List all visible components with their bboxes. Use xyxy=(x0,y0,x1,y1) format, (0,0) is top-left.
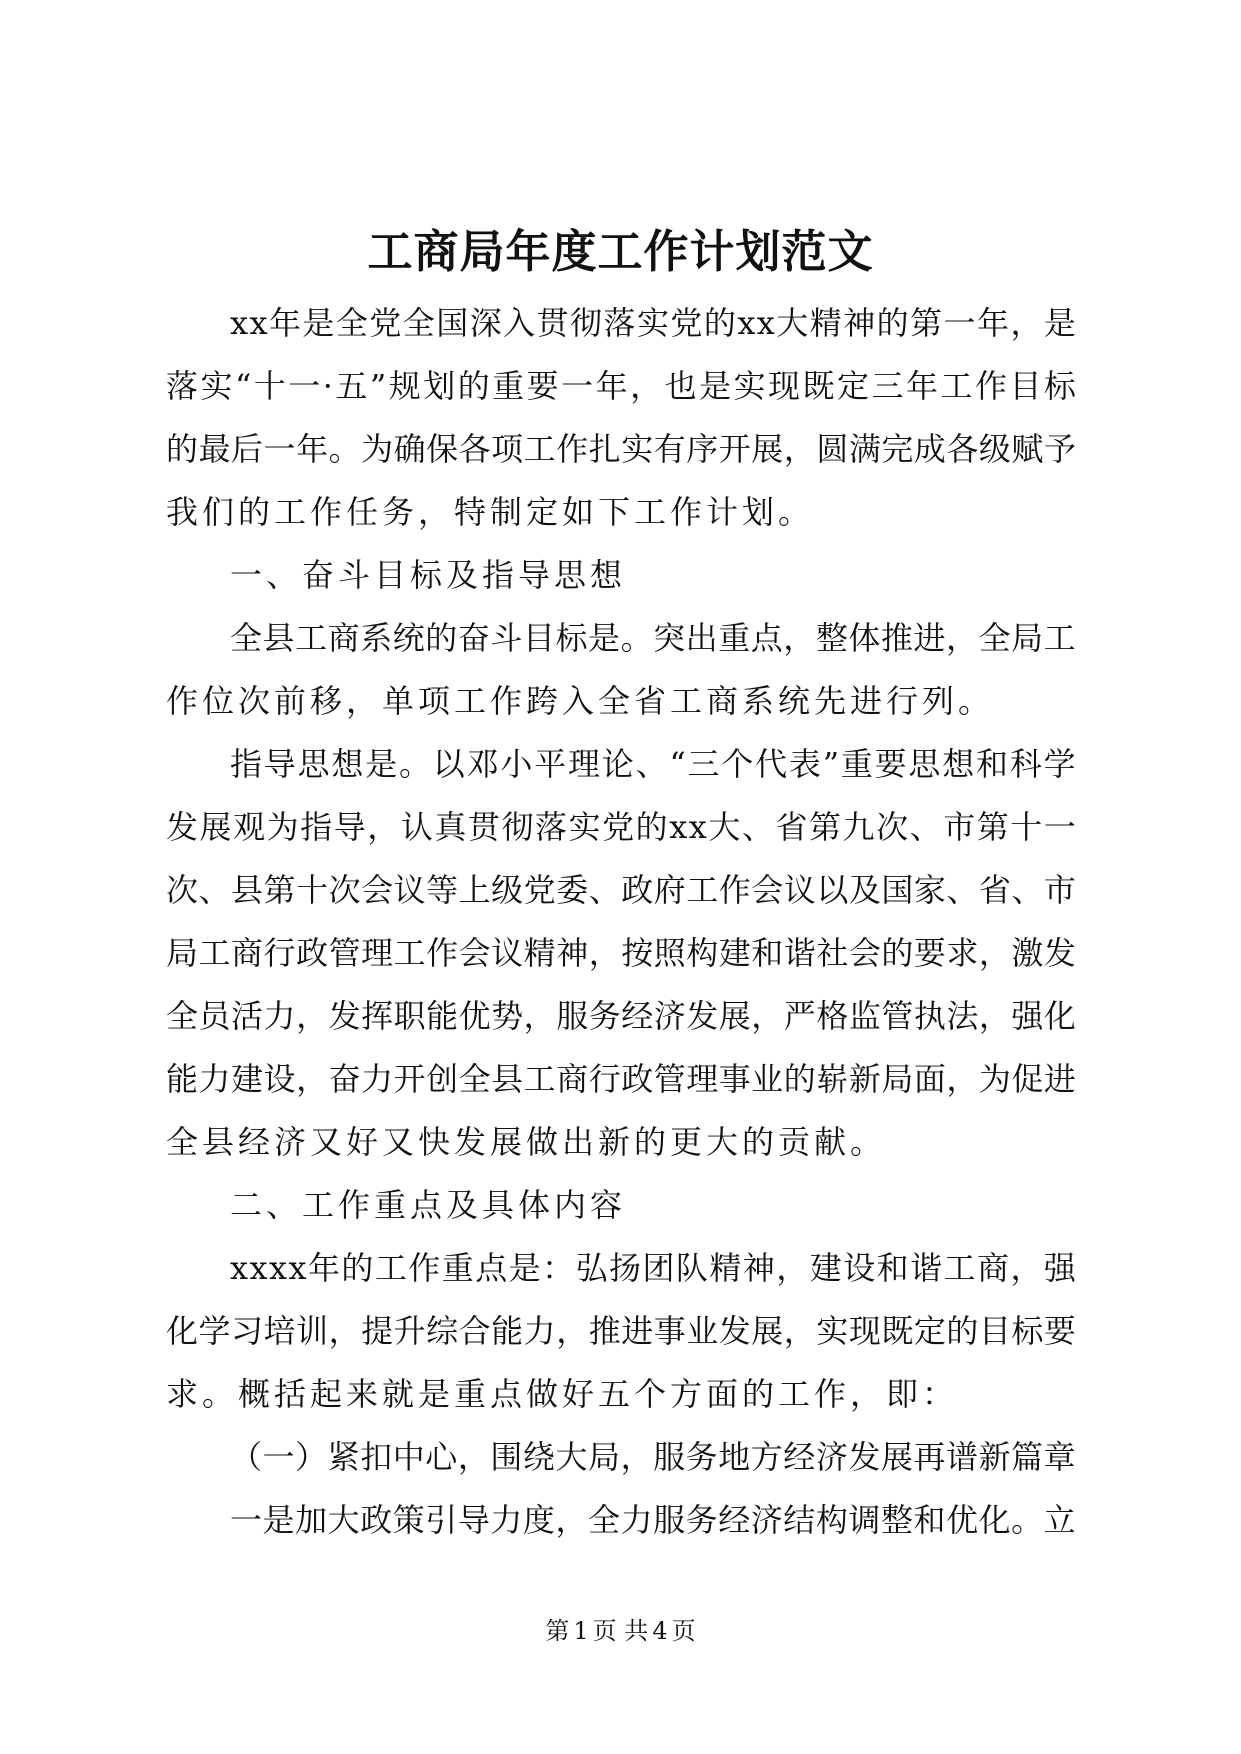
text-line: 一、奋斗目标及指导思想 xyxy=(230,556,627,594)
document-body xyxy=(166,292,1076,1552)
text-line: x x 年 是 全 党 全 国 深 入 贯 彻 落 实 党 的 x x 大 精 神 的 第 一 年 ， 是 xyxy=(230,304,1076,342)
text-line: 全县经济又好又快发展做出新的更大的贡献。 xyxy=(166,1123,887,1161)
text-line: 我们的工作任务，特制定如下工作计划。 xyxy=(166,493,815,531)
document-title: 工商局年度工作计划范文 xyxy=(367,225,874,278)
footer-prefix: 第 xyxy=(545,1617,570,1645)
text-line: 全 县 工 商 系 统 的 奋 斗 目 标 是 。 突 出 重 点 ， 整 体 推 进 ， 全 局 工 xyxy=(230,619,1076,657)
text-line: 局 工 商 行 政 管 理 工 作 会 议 精 神 ， 按 照 构 建 和 谐 社 会 的 要 求 ， 激 发 xyxy=(166,934,1076,972)
footer-total-pages: 4 xyxy=(652,1617,668,1645)
text-line: 发 展 观 为 指 导 ， 认 真 贯 彻 落 实 党 的 x x 大 、 省 第 九 次 、 市 第 十 一 xyxy=(166,808,1076,846)
text-line: 求。概括起来就是重点做好五个方面的工作，即： xyxy=(166,1375,959,1413)
text-line: 二、工作重点及具体内容 xyxy=(230,1186,627,1224)
footer-current-page: 1 xyxy=(573,1617,589,1645)
footer-suffix: 页 xyxy=(671,1617,696,1645)
text-line: 作位次前移，单项工作跨入全省工商系统先进行列。 xyxy=(166,682,995,720)
page-footer xyxy=(0,1615,1241,1647)
text-line: 化 学 习 培 训 ， 提 升 综 合 能 力 ， 推 进 事 业 发 展 ， 实 现 既 定 的 目 标 要 xyxy=(166,1312,1076,1350)
text-line: 一 是 加 大 政 策 引 导 力 度 ， 全 力 服 务 经 济 结 构 调 整 和 优 化 。 立 xyxy=(230,1501,1076,1539)
text-line: x x x x 年 的 工 作 重 点 是 ： 弘 扬 团 队 精 神 ， 建 设 和 谐 工 商 ， 强 xyxy=(230,1249,1076,1287)
text-line: （ 一 ） 紧 扣 中 心 ， 围 绕 大 局 ， 服 务 地 方 经 济 发 展 再 谱 新 篇 章 xyxy=(230,1438,1076,1476)
footer-middle: 页 共 xyxy=(592,1617,649,1645)
text-line: 指 导 思 想 是 。 以 邓 小 平 理 论 、 “ 三 个 代 表 ” 重 要 思 想 和 科 学 xyxy=(230,745,1076,783)
text-line: 次 、 县 第 十 次 会 议 等 上 级 党 委 、 政 府 工 作 会 议 以 及 国 家 、 省 、 市 xyxy=(166,871,1076,909)
text-line: 的 最 后 一 年 。 为 确 保 各 项 工 作 扎 实 有 序 开 展 ， 圆 满 完 成 各 级 赋 予 xyxy=(166,430,1076,468)
text-line: 全 员 活 力 ， 发 挥 职 能 优 势 ， 服 务 经 济 发 展 ， 严 格 监 管 执 法 ， 强 化 xyxy=(166,997,1076,1035)
text-line: 落 实 “ 十 一 · 五 ” 规 划 的 重 要 一 年 ， 也 是 实 现 既 定 三 年 工 作 目 标 xyxy=(166,367,1076,405)
text-line: 能 力 建 设 ， 奋 力 开 创 全 县 工 商 行 政 管 理 事 业 的 崭 新 局 面 ， 为 促 进 xyxy=(166,1060,1076,1098)
